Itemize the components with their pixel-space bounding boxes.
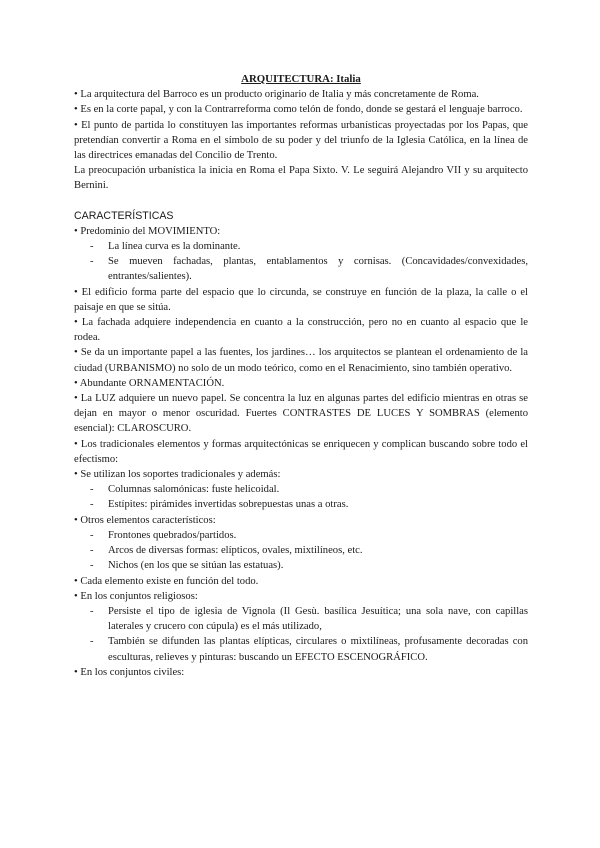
- sub-item-nichos: - Nichos (en los que se sitúan las estatuas).: [74, 558, 528, 573]
- intro-paragraph-2: • Es en la corte papal, y con la Contrarreforma como telón de fondo, donde se gestará el lenguaje barroco.: [74, 104, 523, 116]
- bullet-espacio: • El edificio forma parte del espacio que lo circunda, se construye en función de la plaza, la calle o el paisaje en que se sitúa.: [74, 286, 528, 313]
- sub-item-fachadas: - Se mueven fachadas, plantas, entablamentos y cornisas. (Concavidades/convexidades, entrantes/salientes).: [74, 254, 528, 284]
- bullet-funcion-todo: • Cada elemento existe en función del todo.: [74, 575, 259, 587]
- bullet-movimiento: • Predominio del MOVIMIENTO:: [74, 225, 221, 237]
- sub-item-linea-curva: - La línea curva es la dominante.: [74, 239, 528, 254]
- bullet-otros: • Otros elementos característicos:: [74, 514, 216, 526]
- bullet-fachada: • La fachada adquiere independencia en cuanto a la construcción, pero no en cuanto al espacio que le rodea.: [74, 317, 528, 344]
- document-page: [74, 72, 528, 680]
- bullet-religiosos: • En los conjuntos religiosos:: [74, 590, 198, 602]
- document-title: ARQUITECTURA: Italia: [241, 73, 361, 85]
- bullet-luz: • La LUZ adquiere un nuevo papel. Se concentra la luz en algunas partes del edificio mientras en otras se dejan en mayor o menor oscuridad. Fuertes CONTRASTES DE LUCES Y SOMBRAS (elemento esencial): CLAROSCURO.: [74, 393, 528, 435]
- bullet-soportes: • Se utilizan los soportes tradicionales y además:: [74, 469, 281, 481]
- bullet-efectismo: • Los tradicionales elementos y formas arquitectónicas se enriquecen y complican buscando sobre todo el efectismo:: [74, 438, 528, 465]
- sub-item-frontones: - Frontones quebrados/partidos.: [74, 528, 528, 543]
- section-heading-caracteristicas: CARACTERÍSTICAS: [74, 209, 174, 222]
- intro-paragraph-1: • La arquitectura del Barroco es un producto originario de Italia y más concretamente de Roma.: [74, 89, 479, 101]
- sub-item-columnas: - Columnas salomónicas: fuste helicoidal.: [74, 482, 528, 497]
- sub-item-estipites: - Estípites: pirámides invertidas sobrepuestas unas a otras.: [74, 497, 528, 512]
- intro-paragraph-3: • El punto de partida lo constituyen las importantes reformas urbanísticas proyectadas por los Papas, que pretendían convertir a Roma en el símbolo de su poder y del triunfo de la Iglesia Católica, en la línea de las directrices emanadas del Concilio de Trento.: [74, 119, 528, 162]
- bullet-fuentes: • Se da un importante papel a las fuentes, los jardines… los arquitectos se plantean el ordenamiento de la ciudad (URBANISMO) no solo de un modo teórico, como en el Renacimiento, sino también operativo.: [74, 347, 528, 374]
- bullet-ornamentacion: • Abundante ORNAMENTACIÓN.: [74, 377, 225, 389]
- bullet-civiles: • En los conjuntos civiles:: [74, 666, 185, 678]
- intro-paragraph-4: La preocupación urbanística la inicia en Roma el Papa Sixto. V. Le seguirá Alejandro VII y su arquitecto Bernini.: [74, 165, 528, 192]
- sub-item-arcos: - Arcos de diversas formas: elípticos, ovales, mixtilíneos, etc.: [74, 543, 528, 558]
- sub-item-plantas: - También se difunden las plantas elípticas, circulares o mixtilíneas, profusamente decoradas con esculturas, relieves y pinturas: buscando un EFECTO ESCENOGRÁFICO.: [74, 634, 528, 664]
- sub-item-vignola: - Persiste el tipo de iglesia de Vignola (Il Gesù. basílica Jesuítica; una sola nave, con capillas laterales y crucero con cúpula) es el más utilizado,: [74, 604, 528, 634]
